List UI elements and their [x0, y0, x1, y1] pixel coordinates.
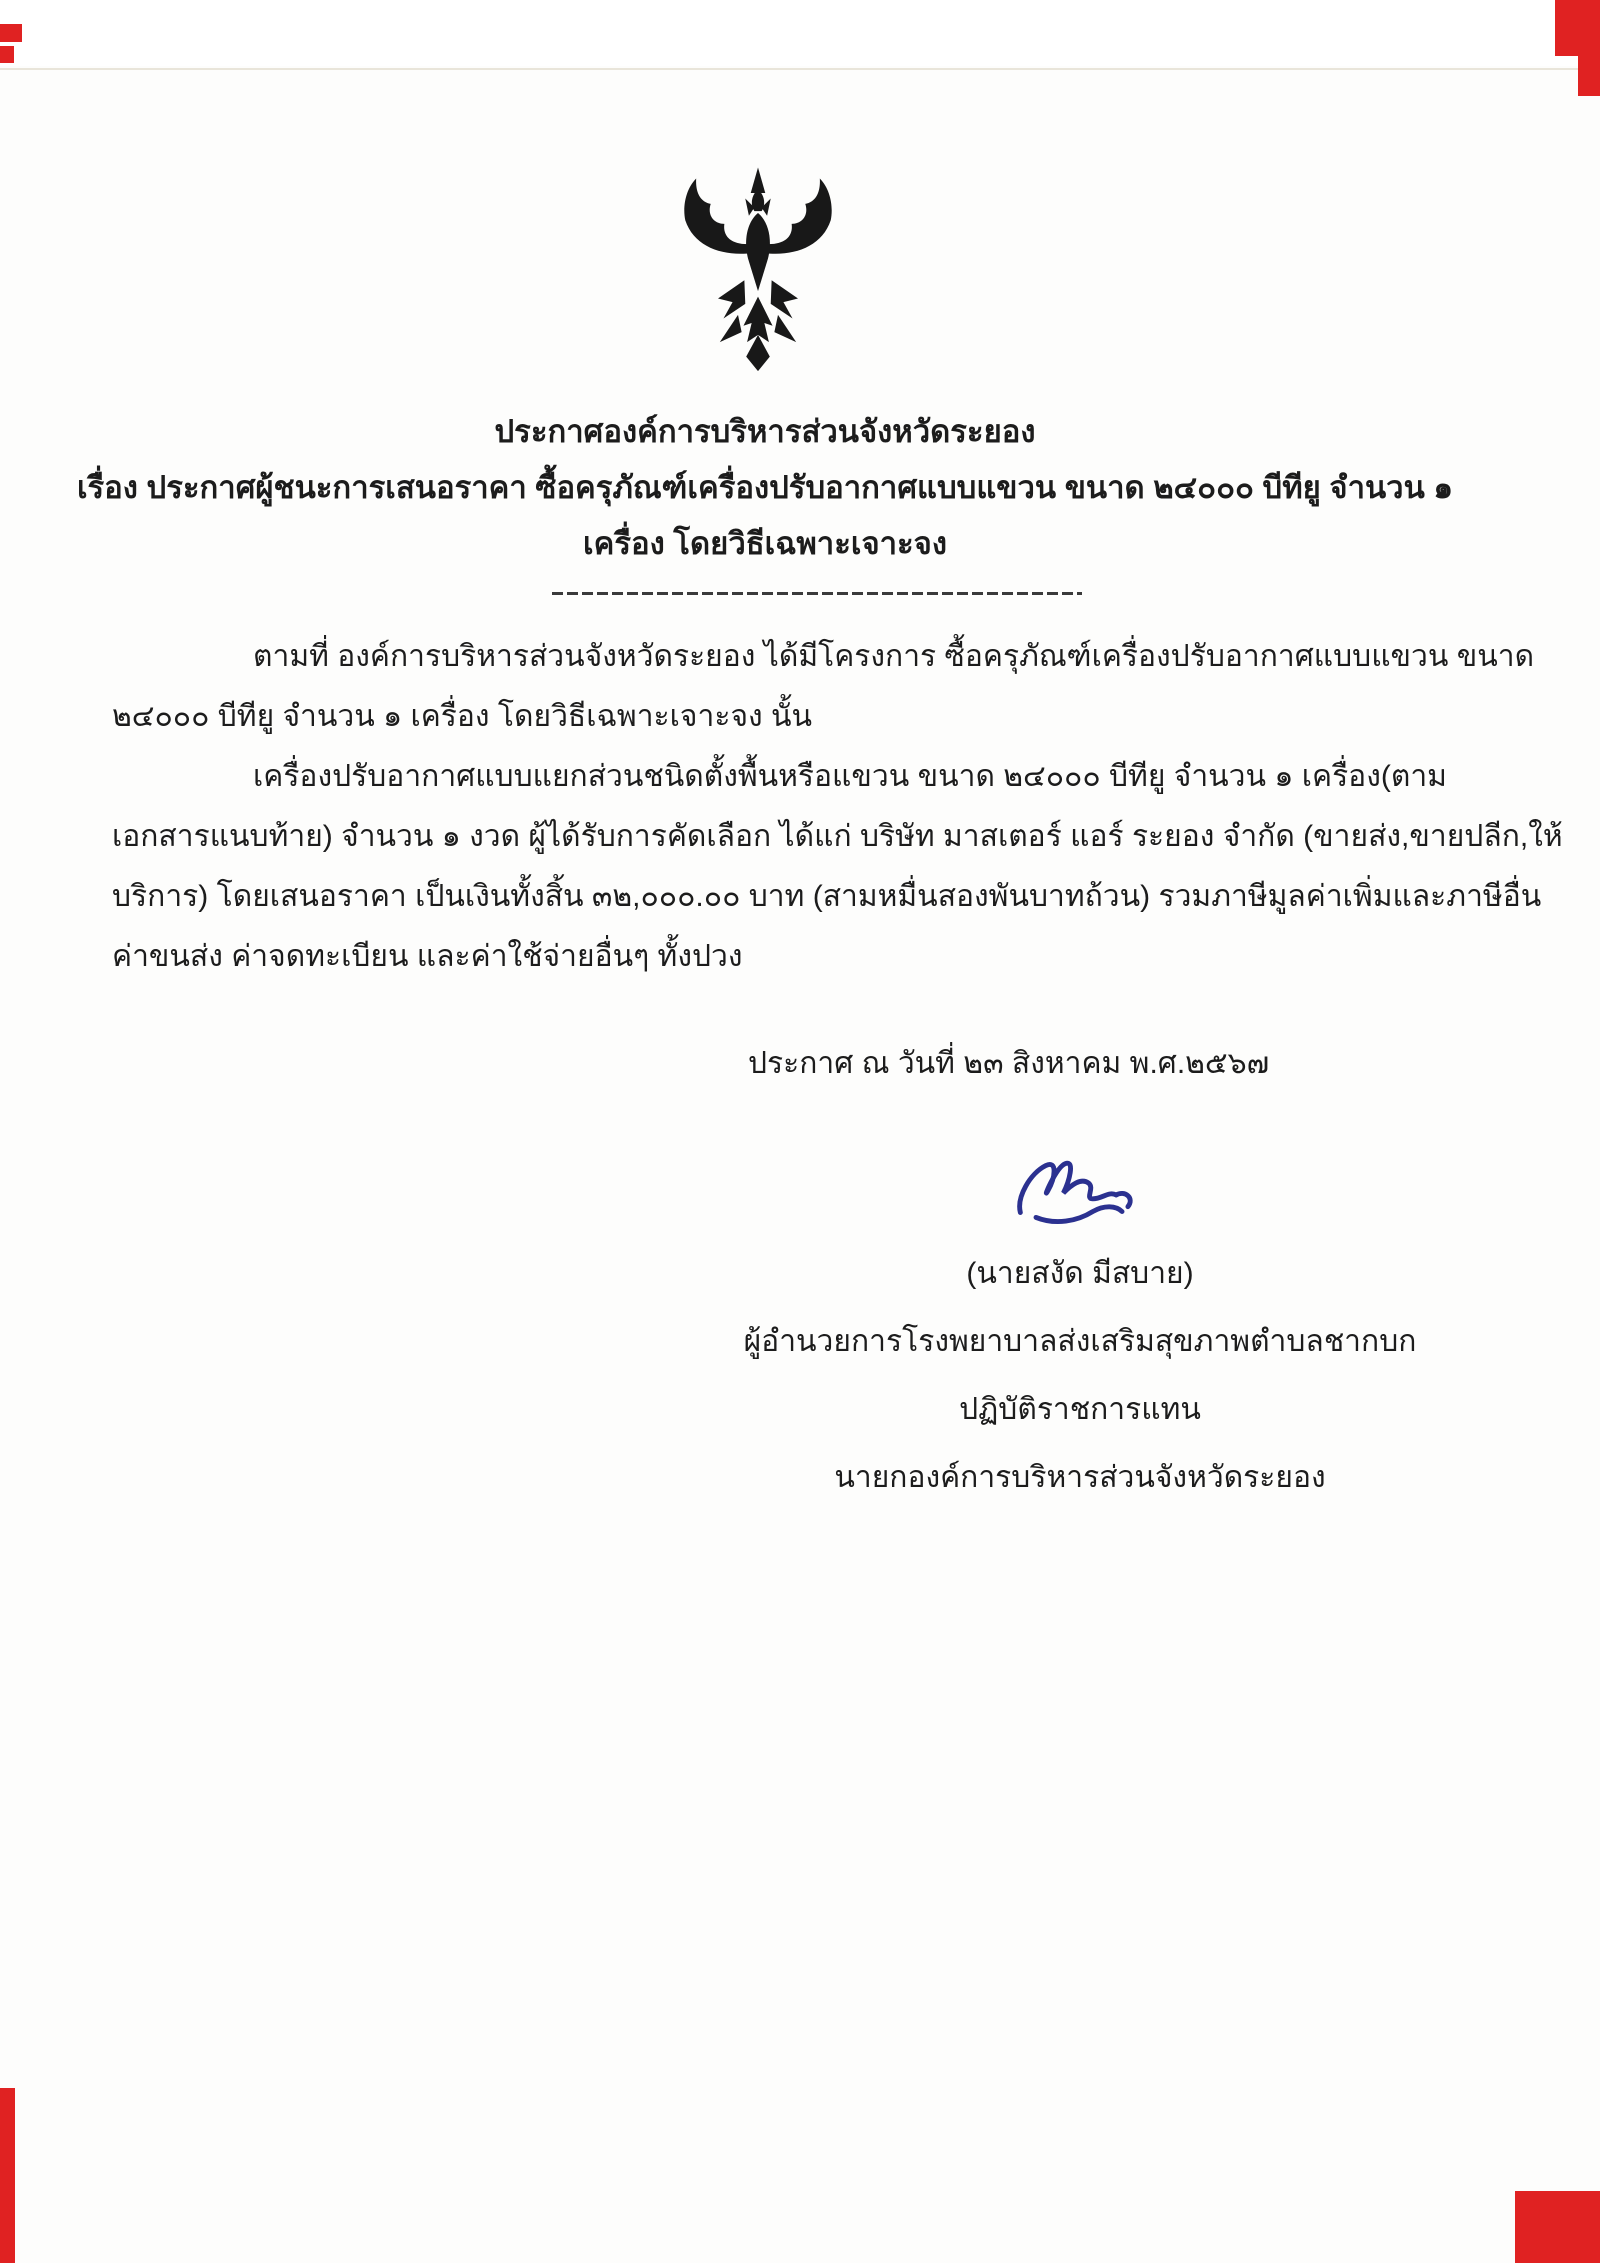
signer-position-line2: ปฏิบัติราชการแทน — [959, 1393, 1201, 1426]
signer-position-line1: ผู้อำนวยการโรงพยาบาลส่งเสริมสุขภาพตำบลชากบก — [743, 1325, 1417, 1358]
body-paragraph1-line1: ตามที่ องค์การบริหารส่วนจังหวัดระยอง ได้มีโครงการ ซื้อครุภัณฑ์เครื่องปรับอากาศแบบแขวน ขนาด — [253, 640, 1535, 673]
announcement-title: ประกาศองค์การบริหารส่วนจังหวัดระยอง — [494, 414, 1036, 449]
scan-artifact-red-bottom-right — [1515, 2191, 1600, 2263]
announcement-subject-line1: เรื่อง ประกาศผู้ชนะการเสนอราคา ซื้อครุภัณฑ์เครื่องปรับอากาศแบบแขวน ขนาด ๒๔๐๐๐ บีทียู จำนวน ๑ — [76, 470, 1454, 505]
scan-artifact-red-top-right — [1555, 0, 1600, 56]
scan-artifact-line — [0, 68, 1600, 70]
body-paragraph2-line3: บริการ) โดยเสนอราคา เป็นเงินทั้งสิ้น ๓๒,๐๐๐.๐๐ บาท (สามหมื่นสองพันบาทถ้วน) รวมภาษีมูลค่าเพิ่มและภาษีอื่น — [112, 880, 1542, 913]
signature-block — [690, 1148, 1470, 1502]
garuda-emblem-icon — [658, 154, 858, 392]
scan-top-band — [0, 0, 1600, 66]
announcement-header — [0, 404, 1530, 572]
signer-position-line3: นายกองค์การบริหารส่วนจังหวัดระยอง — [834, 1461, 1326, 1494]
scan-artifact-red-bottom-left — [0, 2088, 15, 2263]
announcement-body — [112, 627, 1563, 987]
scan-artifact-red-top-left — [0, 24, 22, 42]
announcement-subject-line2: เครื่อง โดยวิธีเฉพาะเจาะจง — [583, 526, 947, 561]
scan-artifact-red-top-left-2 — [0, 46, 14, 63]
signer-name: (นายสงัด มีสบาย) — [966, 1257, 1194, 1290]
handwritten-signature-icon — [1005, 1148, 1155, 1236]
body-paragraph1-line2: ๒๔๐๐๐ บีทียู จำนวน ๑ เครื่อง โดยวิธีเฉพาะเจาะจง นั้น — [112, 700, 813, 733]
body-paragraph2-line1: เครื่องปรับอากาศแบบแยกส่วนชนิดตั้งพื้นหรือแขวน ขนาด ๒๔๐๐๐ บีทียู จำนวน ๑ เครื่อง(ตาม — [253, 760, 1447, 793]
body-paragraph2-line2: เอกสารแนบท้าย) จำนวน ๑ งวด ผู้ได้รับการคัดเลือก ได้แก่ บริษัท มาสเตอร์ แอร์ ระยอง จำกัด (ขายส่ง,ขายปลีก,ให้ — [112, 820, 1563, 853]
scan-artifact-red-top-right-2 — [1578, 56, 1600, 96]
announcement-date-line: ประกาศ ณ วันที่ ๒๓ สิงหาคม พ.ศ.๒๕๖๗ — [748, 1047, 1270, 1080]
body-paragraph2-line4: ค่าขนส่ง ค่าจดทะเบียน และค่าใช้จ่ายอื่นๆ ทั้งปวง — [112, 940, 743, 973]
dashed-separator — [552, 592, 1082, 595]
